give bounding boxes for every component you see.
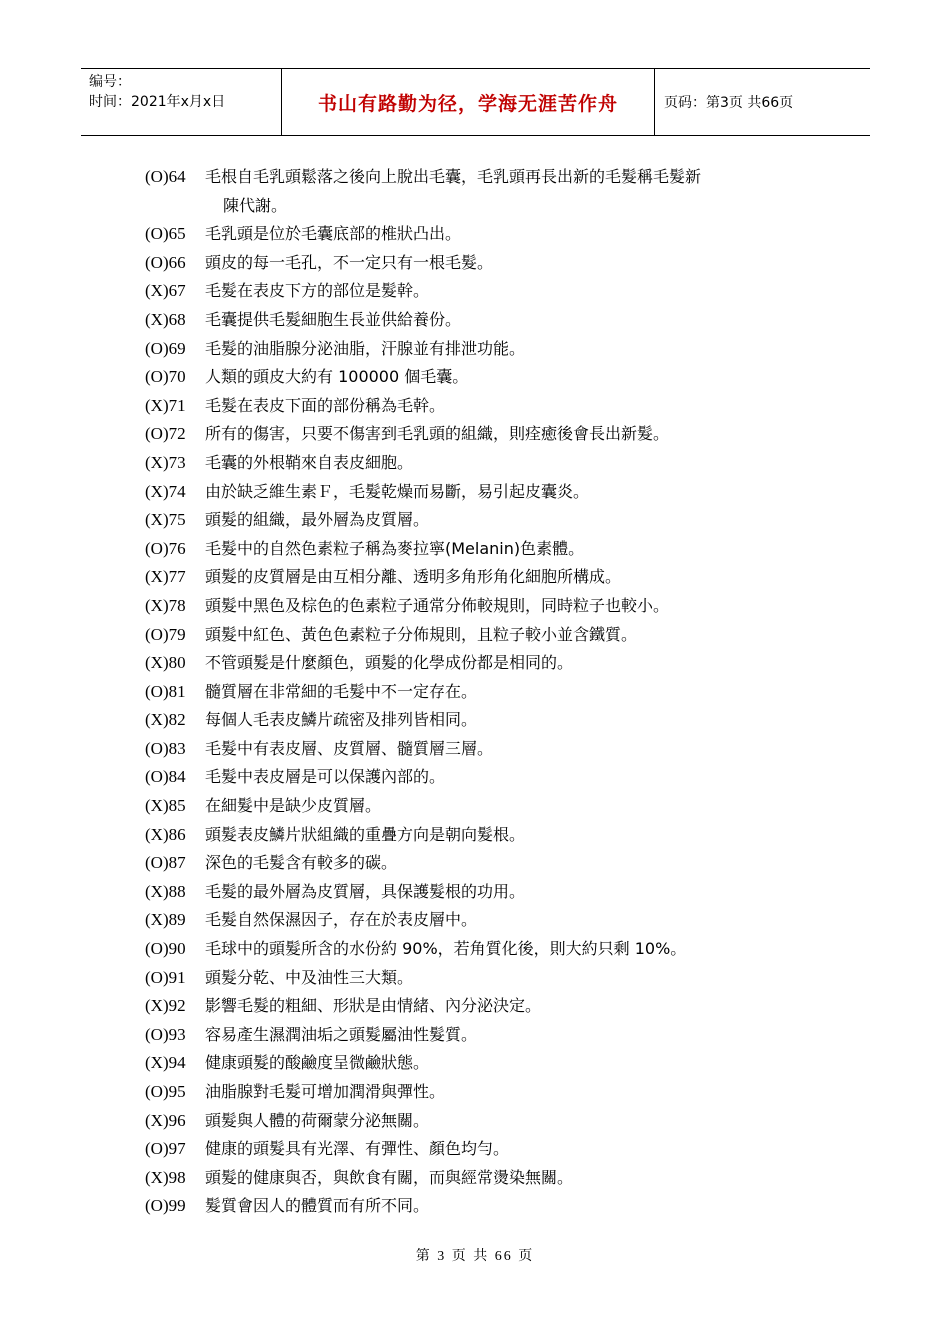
item-statement: [205, 964, 825, 993]
item-answer-number: (O)79: [145, 624, 186, 644]
header-number-label: 编号：: [89, 74, 131, 90]
item-statement-line: 在細髮中是缺少皮質層。: [205, 796, 382, 816]
item-statement: [205, 1192, 825, 1221]
item-statement-line: 頭髮中紅色、黃色色素粒子分佈規則，且粒子較小並含鐵質。: [205, 624, 638, 644]
item-statement: [205, 1135, 825, 1164]
item-statement-line: 髓質層在非常細的毛髮中不一定存在。: [205, 681, 478, 701]
item-answer-number: (O)97: [145, 1139, 186, 1159]
item-statement-line: 毛根自毛乳頭鬆落之後向上脫出毛囊，毛乳頭再長出新的毛髮稱毛髮新: [205, 167, 702, 186]
item-statement: [205, 621, 825, 650]
item-statement-line: 每個人毛表皮鱗片疏密及排列皆相同。: [205, 710, 478, 730]
list-item: [145, 220, 825, 249]
item-answer-number: (X)82: [145, 710, 186, 730]
item-statement: [205, 163, 825, 220]
item-answer-number: (X)80: [145, 653, 186, 673]
list-item: [145, 506, 825, 535]
item-statement-line: 人類的頭皮大約有 100000 個毛囊。: [205, 367, 469, 387]
item-statement: [205, 935, 825, 964]
item-statement-line: 油脂腺對毛髮可增加潤滑與彈性。: [205, 1082, 446, 1101]
list-item: [145, 1107, 825, 1136]
item-statement-line: 頭髮與人體的荷爾蒙分泌無關。: [205, 1110, 430, 1130]
list-item: [145, 163, 825, 220]
list-item: [145, 878, 825, 907]
item-statement-line: 髮質會因人的體質而有所不同。: [205, 1196, 430, 1216]
item-statement-line: 頭髮表皮鱗片狀組織的重疊方向是朝向髮根。: [205, 824, 526, 844]
item-statement: [205, 506, 825, 535]
item-answer-number: (X)75: [145, 510, 186, 530]
list-item: [145, 935, 825, 964]
list-item: [145, 792, 825, 821]
item-statement: [205, 1021, 825, 1050]
item-statement: [205, 535, 825, 564]
list-item: [145, 1078, 825, 1107]
item-answer-number: (O)76: [145, 538, 186, 558]
list-item: [145, 649, 825, 678]
item-answer-number: (X)98: [145, 1167, 186, 1187]
list-item: [145, 335, 825, 364]
list-item: [145, 706, 825, 735]
item-statement-line: 毛乳頭是位於毛囊底部的椎狀凸出。: [205, 224, 462, 244]
item-answer-number: (O)90: [145, 939, 186, 959]
item-answer-number: (O)91: [145, 967, 186, 987]
item-statement: [205, 906, 825, 935]
item-statement-line: 毛囊的外根鞘來自表皮細胞。: [205, 452, 414, 472]
item-answer-number: (X)74: [145, 481, 186, 501]
list-item: [145, 277, 825, 306]
item-statement: [205, 706, 825, 735]
item-answer-number: (O)66: [145, 252, 186, 272]
item-answer-number: (O)95: [145, 1082, 186, 1101]
list-item: [145, 449, 825, 478]
item-answer-number: (O)84: [145, 767, 186, 787]
list-item: [145, 1164, 825, 1193]
item-statement-line: 毛髮的油脂腺分泌油脂，汗腺並有排泄功能。: [205, 338, 526, 358]
item-statement-line: 毛髮中有表皮層、皮質層、髓質層三層。: [205, 738, 494, 758]
item-statement: [205, 277, 825, 306]
item-statement: [205, 220, 825, 249]
page-footer: 第 3 页 共 66 页: [415, 1249, 535, 1264]
item-statement: [205, 249, 825, 278]
item-statement: [205, 335, 825, 364]
item-statement: [205, 878, 825, 907]
list-item: [145, 420, 825, 449]
item-answer-number: (O)65: [145, 224, 186, 244]
item-answer-number: (X)88: [145, 881, 186, 901]
item-statement: [205, 1078, 825, 1107]
list-item: [145, 621, 825, 650]
item-statement: [205, 992, 825, 1021]
item-statement: [205, 1049, 825, 1078]
list-item: [145, 592, 825, 621]
item-statement: [205, 849, 825, 878]
item-answer-number: (O)69: [145, 338, 186, 358]
item-statement-line: 毛球中的頭髮所含的水份約 90%，若角質化後，則大約只剩 10%。: [205, 939, 687, 959]
list-item: [145, 535, 825, 564]
list-item: [145, 1192, 825, 1221]
item-statement: [205, 592, 825, 621]
list-item: [145, 1049, 825, 1078]
item-statement: [205, 763, 825, 792]
item-statement: [205, 563, 825, 592]
list-item: [145, 249, 825, 278]
list-item: [145, 1135, 825, 1164]
item-statement: [205, 649, 825, 678]
page-header: [81, 68, 870, 136]
header-motto-cell: [282, 69, 655, 135]
item-answer-number: (O)87: [145, 853, 186, 873]
item-statement-line: 由於缺乏維生素Ｆ，毛髮乾燥而易斷，易引起皮囊炎。: [205, 481, 590, 501]
item-statement: [205, 392, 825, 421]
item-statement-line: 毛髮中的自然色素粒子稱為麥拉寧(Melanin)色素體。: [205, 538, 585, 558]
item-answer-number: (X)73: [145, 452, 186, 472]
item-statement: [205, 1164, 825, 1193]
item-statement-line: 影響毛髮的粗細、形狀是由情緒、內分泌決定。: [205, 996, 542, 1016]
item-statement-line: 毛囊提供毛髮細胞生長並供給養份。: [205, 309, 462, 329]
item-answer-number: (X)67: [145, 281, 186, 301]
header-page-info: 页码：第3页 共66页: [664, 95, 794, 111]
item-answer-number: (O)70: [145, 367, 186, 387]
item-statement-line: 頭髮的皮質層是由互相分離、透明多角形角化細胞所構成。: [205, 567, 622, 587]
item-statement-line: 毛髮中表皮層是可以保護內部的。: [205, 767, 446, 787]
item-statement-line: 毛髮的最外層為皮質層，具保護髮根的功用。: [205, 881, 526, 901]
item-answer-number: (X)86: [145, 824, 186, 844]
list-item: [145, 735, 825, 764]
item-statement-line: 頭皮的每一毛孔，不一定只有一根毛髮。: [205, 252, 494, 272]
item-statement-line: 不管頭髮是什麼顏色，頭髮的化學成份都是相同的。: [205, 653, 574, 673]
list-item: [145, 992, 825, 1021]
header-motto: 书山有路勤为径，学海无涯苦作舟: [317, 92, 618, 115]
list-item: [145, 821, 825, 850]
item-statement-line: 毛髮自然保濕因子，存在於表皮層中。: [205, 910, 478, 930]
item-answer-number: (X)85: [145, 796, 186, 816]
item-answer-number: (X)78: [145, 595, 186, 615]
item-statement-continuation: 陳代謝。: [223, 195, 288, 215]
list-item: [145, 849, 825, 878]
item-answer-number: (O)93: [145, 1024, 186, 1044]
header-page-cell: [655, 69, 870, 135]
item-answer-number: (O)72: [145, 424, 186, 444]
item-statement-line: 毛髮在表皮下面的部份稱為毛幹。: [205, 395, 446, 415]
item-statement: [205, 735, 825, 764]
list-item: [145, 906, 825, 935]
item-statement-line: 頭髮的組織，最外層為皮質層。: [205, 510, 430, 530]
item-answer-number: (X)94: [145, 1053, 186, 1073]
list-item: [145, 1021, 825, 1050]
item-answer-number: (X)89: [145, 910, 186, 930]
list-item: [145, 363, 825, 392]
question-list: [145, 163, 825, 1221]
item-statement: [205, 306, 825, 335]
list-item: [145, 763, 825, 792]
item-statement: [205, 792, 825, 821]
item-answer-number: (X)77: [145, 567, 186, 587]
item-statement-line: 頭髮的健康與否，與飲食有關，而與經常燙染無關。: [205, 1167, 574, 1187]
item-statement: [205, 1107, 825, 1136]
item-answer-number: (O)83: [145, 738, 186, 758]
item-answer-number: (O)81: [145, 681, 186, 701]
item-statement: [205, 420, 825, 449]
item-answer-number: (X)68: [145, 309, 186, 329]
item-answer-number: (X)96: [145, 1110, 186, 1130]
list-item: [145, 964, 825, 993]
item-statement-line: 頭髮中黑色及棕色的色素粒子通常分佈較規則，同時粒子也較小。: [205, 595, 670, 615]
item-statement-line: 毛髮在表皮下方的部位是髮幹。: [205, 281, 430, 301]
item-answer-number: (X)92: [145, 996, 186, 1016]
item-answer-number: (X)71: [145, 395, 186, 415]
header-time-label: 时间：2021年x月x日: [89, 94, 226, 110]
header-meta-cell: [81, 69, 282, 135]
item-answer-number: (O)99: [145, 1196, 186, 1216]
item-answer-number: (O)64: [145, 167, 186, 186]
list-item: [145, 678, 825, 707]
item-statement-line: 健康的頭髮具有光澤、有彈性、顏色均勻。: [205, 1139, 510, 1159]
item-statement: [205, 678, 825, 707]
item-statement: [205, 478, 825, 507]
item-statement: [205, 449, 825, 478]
item-statement-line: 所有的傷害，只要不傷害到毛乳頭的組織，則痊癒後會長出新髮。: [205, 424, 670, 444]
list-item: [145, 306, 825, 335]
list-item: [145, 392, 825, 421]
item-statement-line: 頭髮分乾、中及油性三大類。: [205, 967, 414, 987]
list-item: [145, 563, 825, 592]
item-statement-line: 容易產生濕潤油垢之頭髮屬油性髮質。: [205, 1024, 478, 1044]
list-item: [145, 478, 825, 507]
item-statement: [205, 363, 825, 392]
item-statement-line: 健康頭髮的酸鹼度呈微鹼狀態。: [205, 1053, 430, 1073]
item-statement-line: 深色的毛髮含有較多的碳。: [205, 853, 398, 873]
item-statement: [205, 821, 825, 850]
